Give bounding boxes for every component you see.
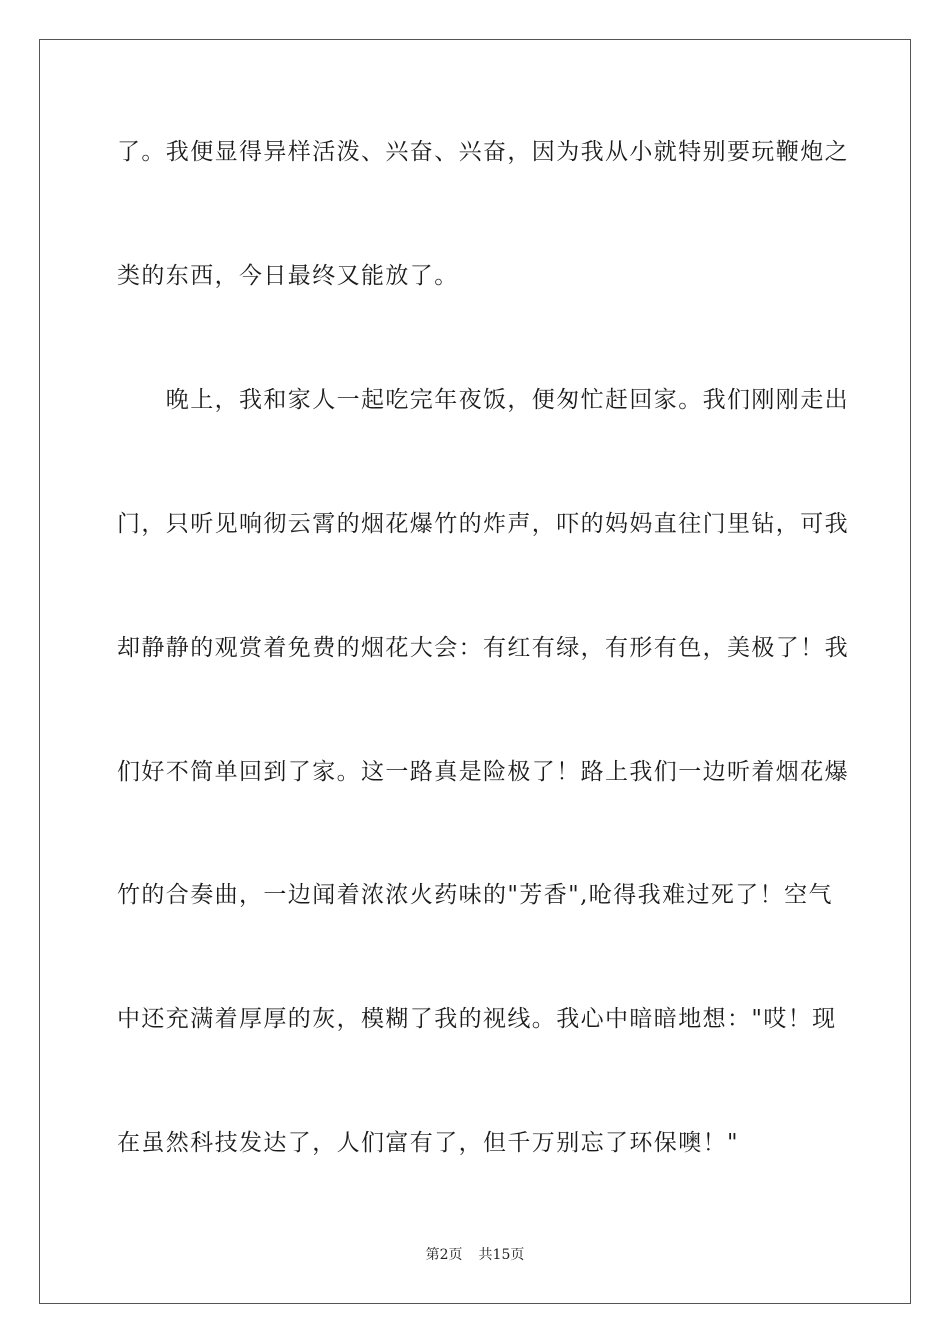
page-footer — [0, 1246, 950, 1264]
page-number: 第2页 — [425, 1247, 463, 1263]
text-line-2: 类的东西，今日最终又能放了。 — [117, 263, 459, 289]
text-line-5: 却静静的观赏着免费的烟花大会：有红有绿，有形有色，美极了！我 — [117, 635, 849, 661]
text-line-8: 中还充满着厚厚的灰，模糊了我的视线。我心中暗暗地想："哎！现 — [117, 1006, 837, 1032]
text-line-7: 竹的合奏曲，一边闻着浓浓火药味的"芳香",呛得我难过死了！空气 — [117, 882, 833, 908]
text-line-4: 门，只听见响彻云霄的烟花爆竹的炸声，吓的妈妈直往门里钻，可我 — [117, 511, 849, 537]
page-total: 共15页 — [478, 1247, 525, 1263]
page-border — [39, 39, 911, 1304]
text-line-3: 晚上，我和家人一起吃完年夜饭，便匆忙赶回家。我们刚刚走出 — [117, 387, 849, 413]
text-line-6: 们好不简单回到了家。这一路真是险极了！路上我们一边听着烟花爆 — [117, 759, 849, 785]
text-line-1: 了。我便显得异样活泼、兴奋、兴奋，因为我从小就特别要玩鞭炮之 — [117, 139, 849, 165]
text-line-9: 在虽然科技发达了，人们富有了，但千万别忘了环保噢！" — [117, 1130, 739, 1156]
